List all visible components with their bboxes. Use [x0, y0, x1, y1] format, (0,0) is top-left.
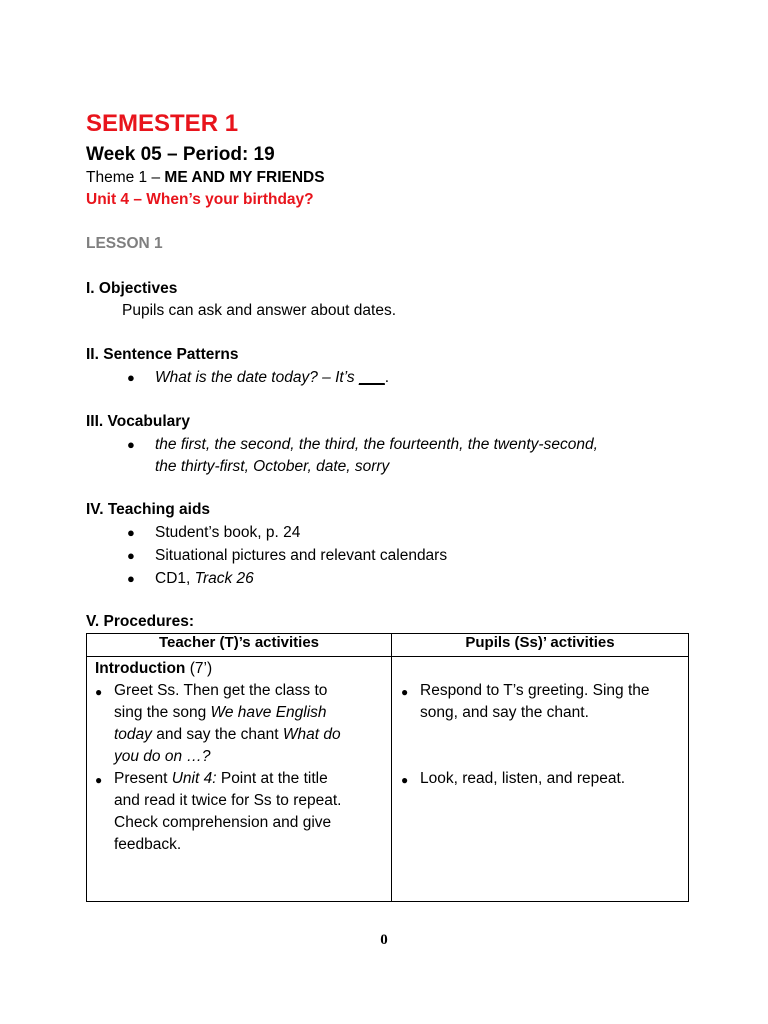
- theme-name: ME AND MY FRIENDS: [164, 169, 325, 186]
- page-number: 0: [380, 932, 388, 948]
- bullet-icon: ●: [401, 773, 409, 787]
- song-title: We have English: [210, 704, 327, 721]
- procedures-table: [86, 633, 689, 902]
- pupils-activities-cell: [392, 657, 689, 902]
- unit-title: Unit 4 – When’s your birthday?: [86, 191, 314, 208]
- vocabulary-heading: III. Vocabulary: [86, 413, 190, 430]
- teaching-aid-item: Student’s book, p. 24: [155, 524, 301, 541]
- procedures-heading: V. Procedures:: [86, 613, 194, 630]
- teacher-step-1-line-4: you do on …?: [114, 748, 211, 765]
- teacher-step-1-line-1: Greet Ss. Then get the class to: [114, 682, 328, 699]
- pupil-step-1-line-1: Respond to T’s greeting. Sing the: [420, 682, 650, 699]
- objectives-text: Pupils can ask and answer about dates.: [122, 302, 397, 319]
- teacher-column-header: Teacher (T)’s activities: [87, 634, 392, 657]
- teacher-step-2-line-4: feedback.: [114, 836, 182, 853]
- teacher-step-2-line-3: Check comprehension and give: [114, 814, 332, 831]
- week-period-heading: Week 05 – Period: 19: [86, 144, 275, 165]
- bullet-icon: ●: [127, 548, 135, 563]
- aid-cd-prefix: CD1,: [155, 570, 195, 587]
- text-span: sing the song: [114, 704, 211, 721]
- teacher-step-2-line-2: and read it twice for Ss to repeat.: [114, 792, 342, 809]
- pattern-end: .: [384, 369, 390, 386]
- objectives-heading: I. Objectives: [86, 280, 178, 297]
- text-span: Present: [114, 770, 172, 787]
- aid-track: Track 26: [194, 570, 254, 587]
- teaching-aids-heading: IV. Teaching aids: [86, 501, 211, 518]
- sentence-patterns-heading: II. Sentence Patterns: [86, 346, 239, 363]
- theme-prefix: Theme 1 –: [86, 169, 165, 186]
- vocabulary-line-1: the first, the second, the third, the fourteenth, the twenty-second,: [155, 436, 598, 453]
- bullet-icon: ●: [127, 571, 135, 586]
- pattern-blank: ___: [358, 369, 385, 386]
- lesson-label: LESSON 1: [86, 235, 163, 252]
- chant-title: What do: [282, 726, 341, 743]
- intro-time: (7’): [185, 660, 213, 677]
- bullet-icon: ●: [127, 370, 135, 385]
- pupils-column-header: Pupils (Ss)’ activities: [392, 634, 689, 657]
- song-title-end: today: [114, 726, 152, 743]
- pupil-step-2-line-1: Look, read, listen, and repeat.: [420, 770, 626, 787]
- bullet-icon: ●: [127, 437, 135, 452]
- semester-title: SEMESTER 1: [86, 110, 239, 137]
- intro-label: Introduction: [95, 660, 186, 677]
- pupil-step-1-line-2: song, and say the chant.: [420, 704, 589, 721]
- bullet-icon: ●: [95, 685, 103, 699]
- bullet-icon: ●: [95, 773, 103, 787]
- bullet-icon: ●: [401, 685, 409, 699]
- teaching-aid-item: Situational pictures and relevant calendars: [155, 547, 448, 564]
- vocabulary-line-2: the thirty-first, October, date, sorry: [155, 458, 390, 475]
- sentence-pattern-item: [155, 369, 389, 387]
- pattern-question: What is the date today? – It’s: [155, 369, 359, 386]
- teacher-step-1-line-2: [114, 702, 327, 724]
- unit-ref: Unit 4:: [171, 770, 217, 787]
- teaching-aid-item: [155, 570, 254, 588]
- text-span: Point at the title: [216, 770, 328, 787]
- teacher-activities-cell: [87, 657, 392, 902]
- teacher-step-1-line-3: [114, 724, 341, 746]
- teacher-step-2-line-1: [114, 768, 328, 790]
- intro-line: [95, 658, 212, 680]
- bullet-icon: ●: [127, 525, 135, 540]
- theme-line: [86, 169, 325, 187]
- text-span: and say the chant: [151, 726, 283, 743]
